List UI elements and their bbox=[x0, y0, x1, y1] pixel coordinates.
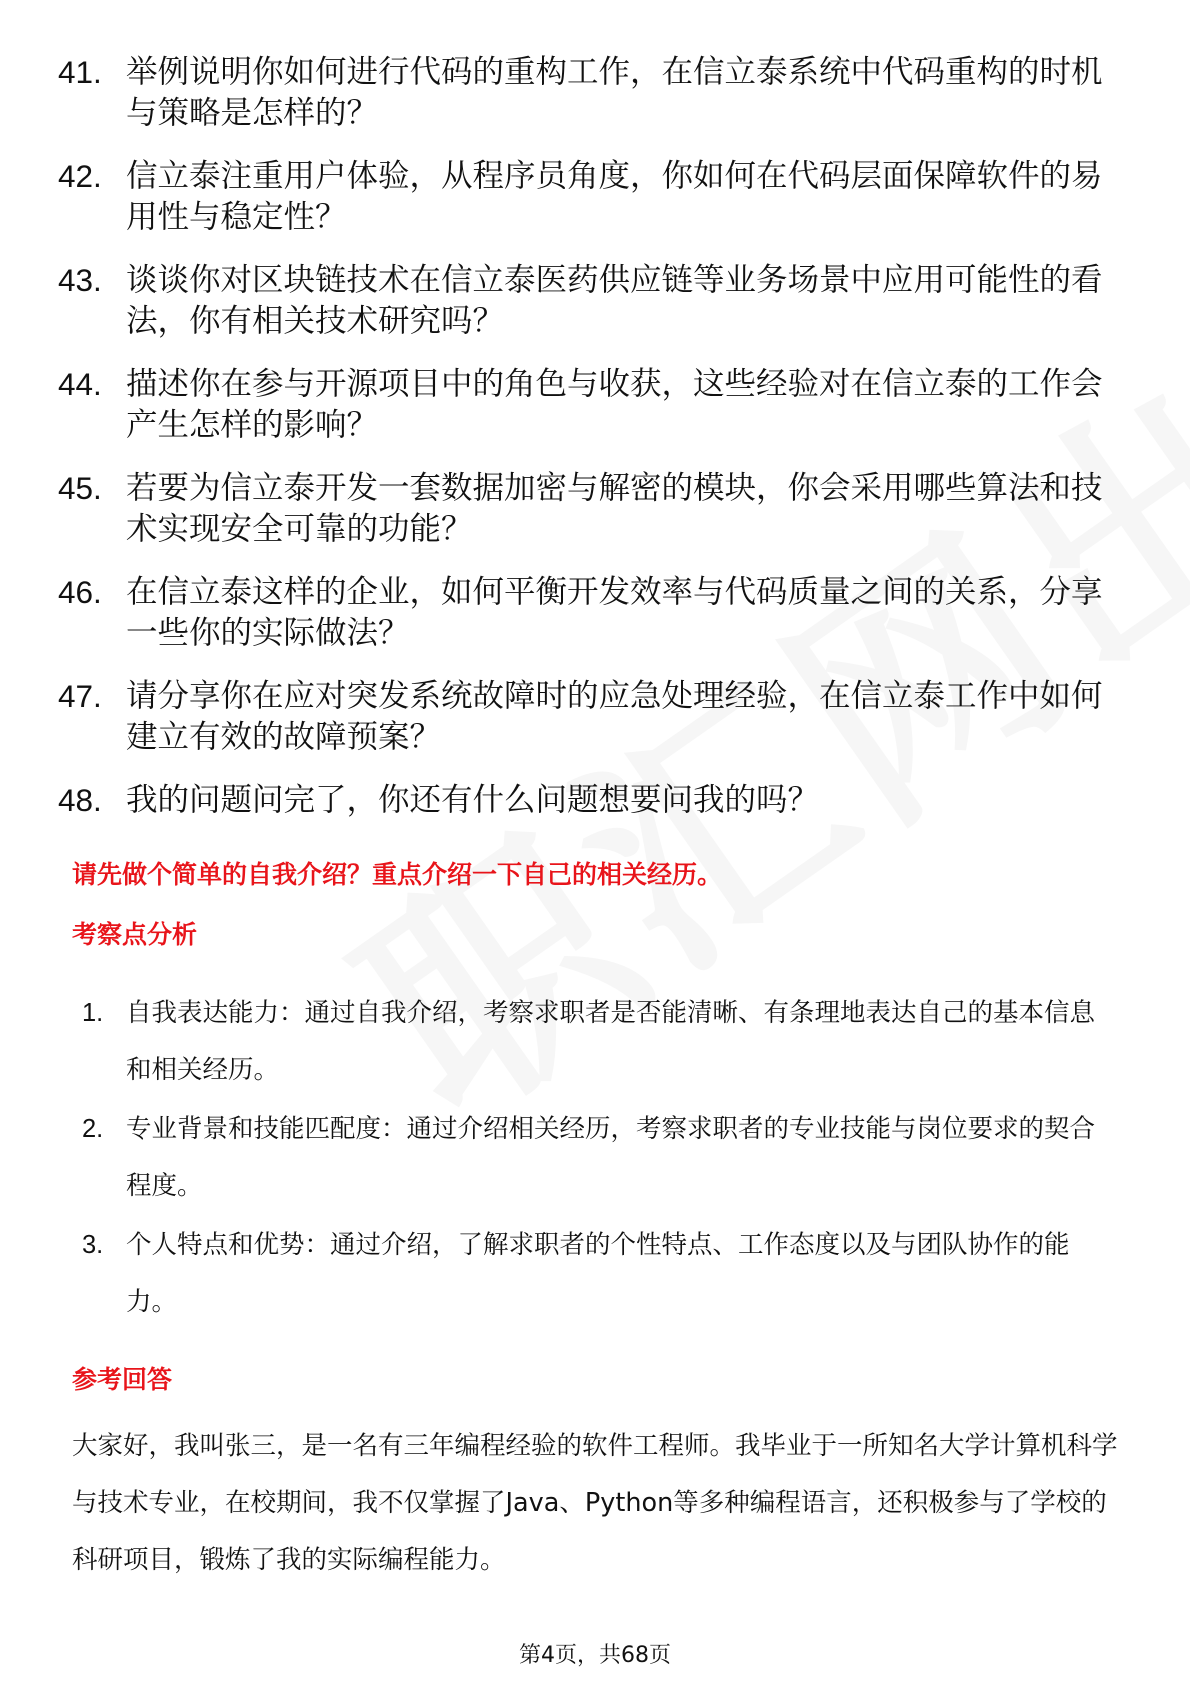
question-text: 描述你在参与开源项目中的角色与收获，这些经验对在信立泰的工作会产生怎样的影响？ bbox=[126, 366, 1103, 443]
question-list bbox=[58, 52, 1133, 843]
list-item bbox=[58, 780, 1133, 821]
question-text: 若要为信立泰开发一套数据加密与解密的模块，你会采用哪些算法和技术实现安全可靠的功能？ bbox=[126, 470, 1103, 547]
question-number: 47. bbox=[58, 678, 102, 714]
question-number: 41. bbox=[58, 54, 102, 90]
list-item bbox=[58, 52, 1133, 134]
list-item bbox=[82, 985, 1112, 1099]
point-text: 专业背景和技能匹配度：通过介绍相关经历，考察求职者的专业技能与岗位要求的契合程度。 bbox=[126, 1114, 1096, 1201]
question-text: 在信立泰这样的企业，如何平衡开发效率与代码质量之间的关系，分享一些你的实际做法？ bbox=[126, 574, 1103, 651]
analysis-heading: 考察点分析 bbox=[72, 920, 198, 949]
question-text: 举例说明你如何进行代码的重构工作，在信立泰系统中代码重构的时机与策略是怎样的？ bbox=[126, 54, 1103, 131]
question-number: 44. bbox=[58, 366, 102, 402]
question-text: 请分享你在应对突发系统故障时的应急处理经验，在信立泰工作中如何建立有效的故障预案？ bbox=[126, 678, 1103, 755]
question-number: 45. bbox=[58, 470, 102, 506]
main-question-heading: 请先做个简单的自我介绍？重点介绍一下自己的相关经历。 bbox=[72, 860, 723, 889]
question-text: 信立泰注重用户体验，从程序员角度，你如何在代码层面保障软件的易用性与稳定性？ bbox=[126, 158, 1103, 235]
analysis-points bbox=[82, 985, 1112, 1333]
page-footer: 第4页，共68页 bbox=[519, 1643, 671, 1668]
question-text: 我的问题问完了，你还有什么问题想要问我的吗？ bbox=[126, 782, 820, 818]
list-item bbox=[58, 468, 1133, 550]
question-number: 46. bbox=[58, 574, 102, 610]
reference-heading: 参考回答 bbox=[72, 1365, 173, 1394]
point-number: 1. bbox=[82, 999, 104, 1027]
point-text: 个人特点和优势：通过介绍，了解求职者的个性特点、工作态度以及与团队协作的能力。 bbox=[126, 1230, 1070, 1317]
list-item bbox=[58, 260, 1133, 342]
list-item bbox=[58, 676, 1133, 758]
list-item bbox=[58, 364, 1133, 446]
point-number: 2. bbox=[82, 1115, 104, 1143]
reference-answer: 大家好，我叫张三，是一名有三年编程经验的软件工程师。我毕业于一所知名大学计算机科学与技术专业，在校期间，我不仅掌握了Java、Python等多种编程语言，还积极参与了学校的科研项目，锻炼了我的实际编程能力。 bbox=[72, 1431, 1118, 1575]
list-item bbox=[82, 1101, 1112, 1215]
point-text: 自我表达能力：通过自我介绍，考察求职者是否能清晰、有条理地表达自己的基本信息和相关经历。 bbox=[126, 998, 1096, 1085]
question-text: 谈谈你对区块链技术在信立泰医药供应链等业务场景中应用可能性的看法，你有相关技术研究吗？ bbox=[126, 262, 1103, 339]
list-item bbox=[82, 1217, 1112, 1331]
point-number: 3. bbox=[82, 1231, 104, 1259]
question-number: 42. bbox=[58, 158, 102, 194]
question-number: 48. bbox=[58, 782, 102, 818]
list-item bbox=[58, 572, 1133, 654]
question-number: 43. bbox=[58, 262, 102, 298]
list-item bbox=[58, 156, 1133, 238]
